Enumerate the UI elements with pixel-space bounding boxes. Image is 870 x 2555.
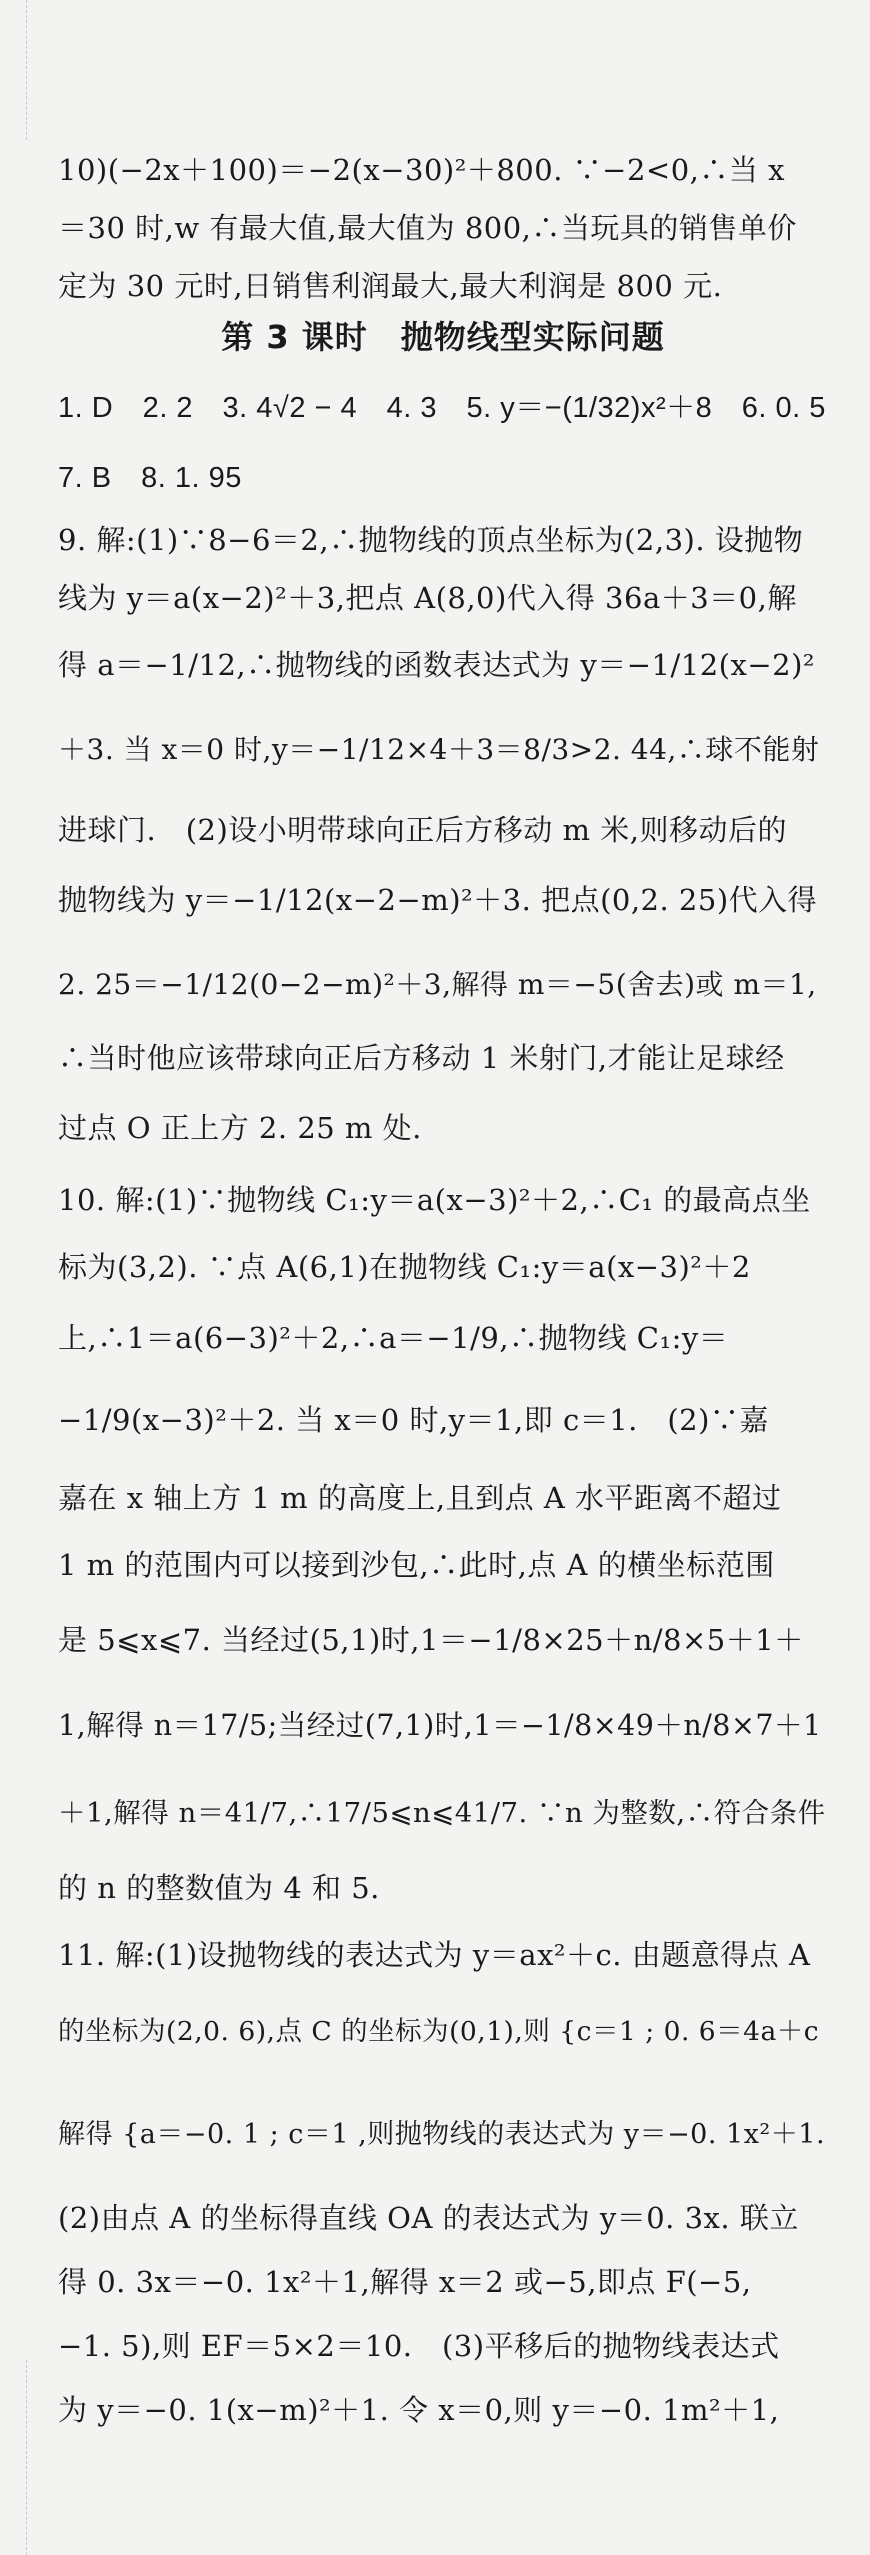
q10-line: 嘉在 x 轴上方 1 m 的高度上,且到点 A 水平距离不超过 xyxy=(58,1481,782,1515)
q9-line: 进球门. (2)设小明带球向正后方移动 m 米,则移动后的 xyxy=(58,813,787,847)
q11-line: 得 0. 3x＝−0. 1x²＋1,解得 x＝2 或−5,即点 F(−5, xyxy=(58,2265,752,2299)
q11-line: 解得 {a＝−0. 1 ; c＝1 ,则抛物线的表达式为 y＝−0. 1x²＋1. xyxy=(58,2119,826,2150)
q10-line: ＋1,解得 n＝41/7,∴17/5⩽n⩽41/7. ∵n 为整数,∴符合条件 xyxy=(58,1797,826,1829)
q9-line: 2. 25＝−1/12(0−2−m)²＋3,解得 m＝−5(舍去)或 m＝1, xyxy=(58,968,817,1001)
q10-line: 是 5⩽x⩽7. 当经过(5,1)时,1＝−1/8×25＋n/8×5＋1＋ xyxy=(58,1623,804,1657)
q9-line: 9. 解:(1)∵8−6＝2,∴抛物线的顶点坐标为(2,3). 设抛物 xyxy=(58,523,804,557)
q10-line: 标为(3,2). ∵点 A(6,1)在抛物线 C₁:y＝a(x−3)²＋2 xyxy=(58,1250,751,1284)
margin-rule xyxy=(26,0,27,140)
answer-row: 1. D 2. 2 3. 4√2 − 4 4. 3 5. y＝−(1/32)x²＋8 6. 0. 5 xyxy=(58,392,826,424)
q9-line: 得 a＝−1/12,∴抛物线的函数表达式为 y＝−1/12(x−2)² xyxy=(58,648,816,682)
q10-line: 上,∴1＝a(6−3)²＋2,∴a＝−1/9,∴抛物线 C₁:y＝ xyxy=(58,1321,729,1355)
q9-line: 抛物线为 y＝−1/12(x−2−m)²＋3. 把点(0,2. 25)代入得 xyxy=(58,883,818,917)
text-line: 定为 30 元时,日销售利润最大,最大利润是 800 元. xyxy=(58,269,723,303)
q11-line: 为 y＝−0. 1(x−m)²＋1. 令 x＝0,则 y＝−0. 1m²＋1, xyxy=(58,2393,780,2427)
margin-rule xyxy=(26,2360,27,2555)
q10-line: 1 m 的范围内可以接到沙包,∴此时,点 A 的横坐标范围 xyxy=(58,1548,775,1582)
answer-row: 7. B 8. 1. 95 xyxy=(58,462,242,494)
text-line: ＝30 时,w 有最大值,最大值为 800,∴当玩具的销售单价 xyxy=(58,211,797,245)
q9-line: 过点 O 正上方 2. 25 m 处. xyxy=(58,1111,422,1145)
section-title: 第 3 课时 抛物线型实际问题 xyxy=(221,318,665,356)
q11-line: 的坐标为(2,0. 6),点 C 的坐标为(0,1),则 {c＝1 ; 0. 6＝4a＋c xyxy=(58,2016,820,2047)
q9-line: ∴当时他应该带球向正后方移动 1 米射门,才能让足球经 xyxy=(58,1041,785,1075)
q11-line: 11. 解:(1)设抛物线的表达式为 y＝ax²＋c. 由题意得点 A xyxy=(58,1938,811,1972)
q10-line: 1,解得 n＝17/5;当经过(7,1)时,1＝−1/8×49＋n/8×7＋1 xyxy=(58,1709,822,1742)
q10-line: −1/9(x−3)²＋2. 当 x＝0 时,y＝1,即 c＝1. (2)∵嘉 xyxy=(58,1403,769,1437)
q9-line: ＋3. 当 x＝0 时,y＝−1/12×4＋3＝8/3>2. 44,∴球不能射 xyxy=(58,733,820,766)
q11-line: (2)由点 A 的坐标得直线 OA 的表达式为 y＝0. 3x. 联立 xyxy=(58,2201,799,2235)
q9-line: 线为 y＝a(x−2)²＋3,把点 A(8,0)代入得 36a＋3＝0,解 xyxy=(58,581,797,615)
q10-line: 10. 解:(1)∵抛物线 C₁:y＝a(x−3)²＋2,∴C₁ 的最高点坐 xyxy=(58,1183,811,1217)
q10-line: 的 n 的整数值为 4 和 5. xyxy=(58,1871,380,1905)
q11-line: −1. 5),则 EF＝5×2＝10. (3)平移后的抛物线表达式 xyxy=(58,2329,780,2363)
text-line: 10)(−2x＋100)＝−2(x−30)²＋800. ∵−2<0,∴当 x xyxy=(58,153,785,187)
